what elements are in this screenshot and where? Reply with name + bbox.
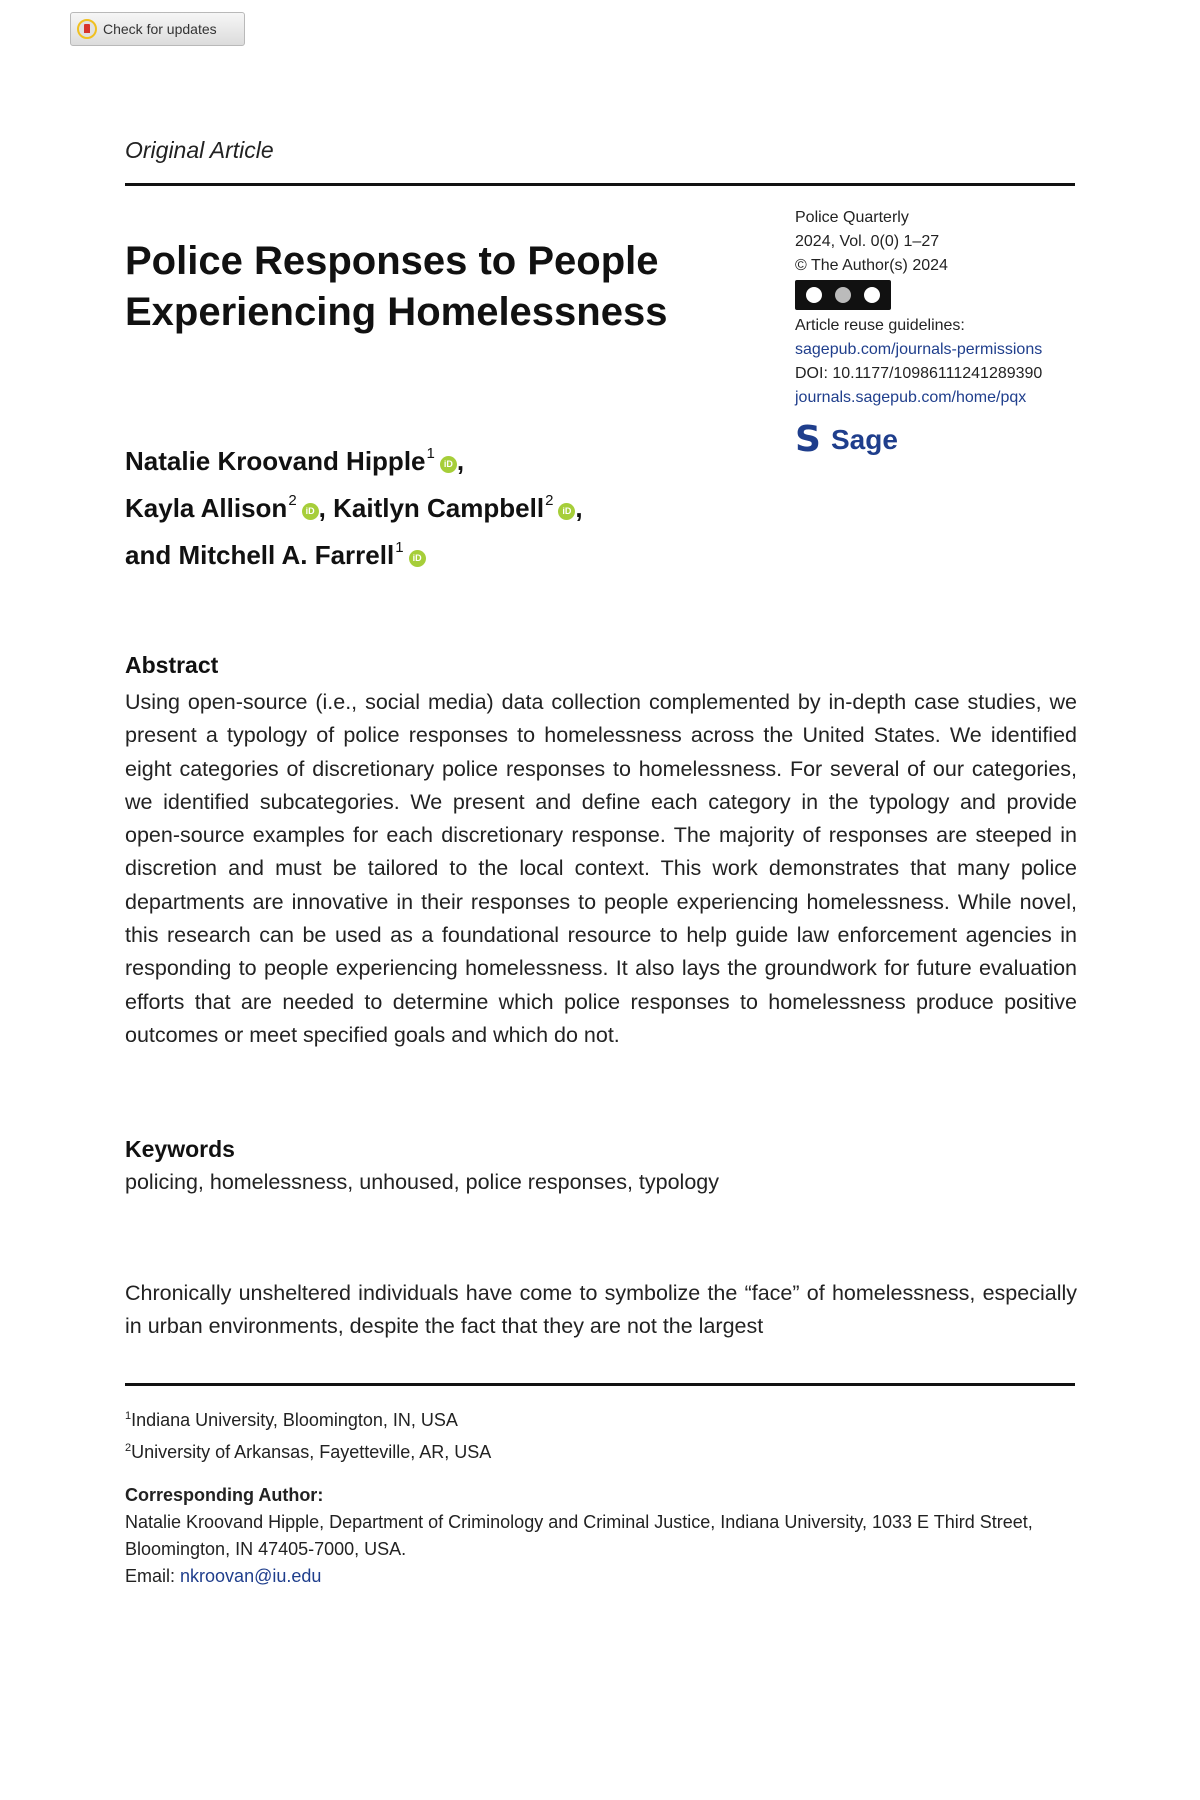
check-for-updates-button[interactable]: [70, 12, 245, 46]
check-for-updates-label: Check for updates: [103, 21, 217, 37]
author-affil: 1: [395, 539, 404, 556]
email-label: Email:: [125, 1566, 176, 1586]
orcid-icon[interactable]: iD: [302, 503, 319, 520]
copyright: © The Author(s) 2024: [795, 257, 948, 274]
author-name: and Mitchell A. Farrell: [125, 540, 395, 570]
author-name: Natalie Kroovand Hipple: [125, 446, 426, 476]
corresponding-author: [125, 1482, 1077, 1590]
author-affil: 2: [545, 492, 554, 509]
sage-wordmark: Sage: [831, 424, 898, 455]
journal-home-link[interactable]: journals.sagepub.com/home/pqx: [795, 389, 1027, 406]
body-paragraph: Chronically unsheltered individuals have come to symbolize the “face” of homelessness, especially in urban environments, despite the fact that they are not the largest: [125, 1281, 1077, 1338]
sage-s-icon: S: [795, 419, 821, 460]
article-title: Police Responses to People Experiencing Homelessness: [125, 239, 668, 334]
reuse-label: Article reuse guidelines:: [795, 317, 965, 334]
journal-meta: [795, 206, 1095, 458]
author-name: Kayla Allison: [125, 493, 288, 523]
creative-commons-icon: [795, 280, 891, 310]
header-rule: [125, 183, 1075, 186]
volume-line: 2024, Vol. 0(0) 1–27: [795, 233, 940, 250]
sage-logo: [795, 419, 1095, 460]
article-type: Original Article: [125, 137, 274, 163]
orcid-icon[interactable]: iD: [440, 456, 457, 473]
abstract-text: Using open-source (i.e., social media) data collection complemented by in-depth case studies, we present a typology of police responses to homelessness across the United States. We identified eight categories of discretionary police responses to homelessness. For several of our categories, we identified subcategories. We present and define each category in the typology and provide open-source examples for each discretionary response. The majority of responses are steeped in discretion and must be tailored to the local context. This work demonstrates that many police departments are innovative in their responses to people experiencing homelessness. While novel, this research can be used as a foundational resource to help guide law enforcement agencies in responding to people experiencing homelessness. It also lays the groundwork for future evaluation efforts that are needed to determine which police responses to homelessness produce positive outcomes or meet specified goals and which do not.: [125, 690, 1077, 1047]
doi: DOI: 10.1177/10986111241289390: [795, 365, 1043, 382]
orcid-icon[interactable]: iD: [558, 503, 575, 520]
footnote-rule: [125, 1383, 1075, 1386]
author-name: Kaitlyn Campbell: [333, 493, 545, 523]
author-list: Natalie Kroovand Hipple$^1$iD , Kayla Allison$^2$iD , Kaitlyn Campbell$^2$iD , and Mitchell A. Farrell$^1$iD: [125, 445, 583, 570]
author-affil: 1: [426, 445, 435, 462]
corresponding-heading: Corresponding Author:: [125, 1485, 324, 1505]
affiliations: [125, 1402, 491, 1466]
keywords-heading: Keywords: [125, 1136, 235, 1162]
affiliation-item: $^2$University of Arkansas, Fayetteville, AR, USA: [125, 1442, 492, 1462]
orcid-icon[interactable]: iD: [409, 550, 426, 567]
crossmark-icon: [77, 19, 97, 39]
journal-name: Police Quarterly: [795, 209, 909, 226]
corresponding-address: Natalie Kroovand Hipple, Department of Criminology and Criminal Justice, Indiana University, 1033 E Third Street, Bloomington, IN 47405-7000, USA.: [125, 1512, 1033, 1559]
email-link[interactable]: nkroovan@iu.edu: [180, 1566, 322, 1586]
reuse-link[interactable]: sagepub.com/journals-permissions: [795, 341, 1043, 358]
keywords-text: policing, homelessness, unhoused, police responses, typology: [125, 1170, 720, 1194]
affiliation-item: $^1$Indiana University, Bloomington, IN, USA: [125, 1410, 458, 1430]
abstract-heading: Abstract: [125, 652, 219, 678]
author-affil: 2: [288, 492, 297, 509]
